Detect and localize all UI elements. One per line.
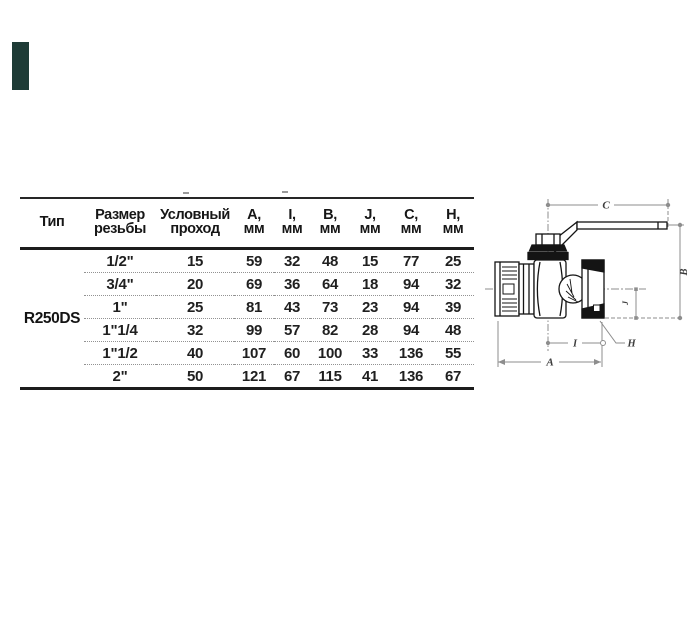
column-header: C, мм — [390, 198, 432, 249]
valve-spec-table — [20, 197, 474, 390]
value-cell: 36 — [274, 273, 310, 296]
thread-size-cell: 3/4" — [84, 273, 156, 296]
value-cell: 67 — [444, 367, 462, 385]
value-cell: 32 — [156, 319, 234, 342]
value-cell: 25 — [432, 249, 474, 273]
stem-flange — [528, 253, 568, 260]
column-header: Условный проход — [156, 198, 234, 249]
table-row — [20, 296, 474, 319]
dim-label-A: A — [546, 356, 554, 369]
dim-H-leader — [600, 321, 625, 343]
scan-artifact-dash — [282, 191, 288, 193]
value-cell: 57 — [274, 319, 310, 342]
thread-size-cell: 1"1/2 — [84, 342, 156, 365]
column-header: B, мм — [310, 198, 350, 249]
dim-label-I: I — [572, 338, 578, 350]
table-header-row — [20, 198, 474, 249]
dim-label-C: C — [602, 199, 610, 212]
value-cell: 136 — [390, 342, 432, 365]
table-row — [20, 342, 474, 365]
value-cell: 20 — [156, 273, 234, 296]
dim-label-J: J — [620, 300, 630, 306]
value-cell: 15 — [350, 249, 390, 273]
dim-label-B: B — [679, 268, 690, 276]
value-cell: 43 — [274, 296, 310, 319]
value-cell: 67 — [283, 367, 301, 385]
value-cell: 15 — [156, 249, 234, 273]
value-cell: 59 — [234, 249, 274, 273]
value-cell: 64 — [310, 273, 350, 296]
value-cell: 48 — [310, 249, 350, 273]
valve-body — [495, 222, 667, 318]
handle-bar[interactable] — [577, 222, 667, 229]
value-cell: 25 — [156, 296, 234, 319]
value-cell: 82 — [310, 319, 350, 342]
value-cell: 77 — [390, 249, 432, 273]
value-cell: 32 — [432, 273, 474, 296]
packing-gland — [530, 245, 567, 251]
value-cell: 32 — [274, 249, 310, 273]
value-cell: 94 — [390, 319, 432, 342]
thread-size-cell: 1/2" — [84, 249, 156, 273]
column-header: H, мм — [432, 198, 474, 249]
value-cell: 40 — [156, 342, 234, 365]
scan-artifact-dash — [183, 192, 189, 194]
value-cell: 39 — [432, 296, 474, 319]
value-cell: 115 — [318, 367, 342, 385]
value-cell: 73 — [310, 296, 350, 319]
table-row — [20, 249, 474, 273]
table-row — [20, 273, 474, 296]
value-cell: 94 — [390, 296, 432, 319]
value-cell: 55 — [432, 342, 474, 365]
value-cell: 48 — [432, 319, 474, 342]
stem-nut — [536, 234, 560, 245]
value-cell: 23 — [350, 296, 390, 319]
value-cell: 41 — [361, 367, 379, 385]
value-cell: 81 — [234, 296, 274, 319]
column-header: Тип — [20, 198, 84, 249]
value-cell: 60 — [274, 342, 310, 365]
column-header: I, мм — [274, 198, 310, 249]
value-cell: 100 — [310, 342, 350, 365]
column-header: A, мм — [234, 198, 274, 249]
dim-label-H: H — [627, 338, 636, 350]
table-row — [20, 319, 474, 342]
value-cell: 69 — [234, 273, 274, 296]
table-body — [20, 249, 474, 389]
value-cell: 121 — [241, 367, 267, 385]
value-cell: 94 — [390, 273, 432, 296]
column-header: Размер резьбы — [84, 198, 156, 249]
body-collar — [519, 264, 534, 314]
value-cell: 33 — [350, 342, 390, 365]
thread-size-cell: 2" — [112, 367, 128, 385]
type-cell: R250DS — [23, 309, 81, 327]
table-row — [20, 365, 474, 389]
column-header: J, мм — [350, 198, 390, 249]
value-cell: 99 — [234, 319, 274, 342]
nut-notch — [594, 305, 601, 312]
value-cell: 28 — [350, 319, 390, 342]
thread-size-cell: 1" — [84, 296, 156, 319]
value-cell: 136 — [398, 367, 424, 385]
thread-size-cell: 1"1/4 — [84, 319, 156, 342]
page-edge-tab — [12, 42, 29, 90]
dimension-node — [601, 341, 606, 346]
value-cell: 107 — [234, 342, 274, 365]
value-cell: 50 — [186, 367, 204, 385]
valve-drawing — [478, 185, 700, 390]
spec-table-wrap — [20, 197, 474, 390]
value-cell: 18 — [350, 273, 390, 296]
